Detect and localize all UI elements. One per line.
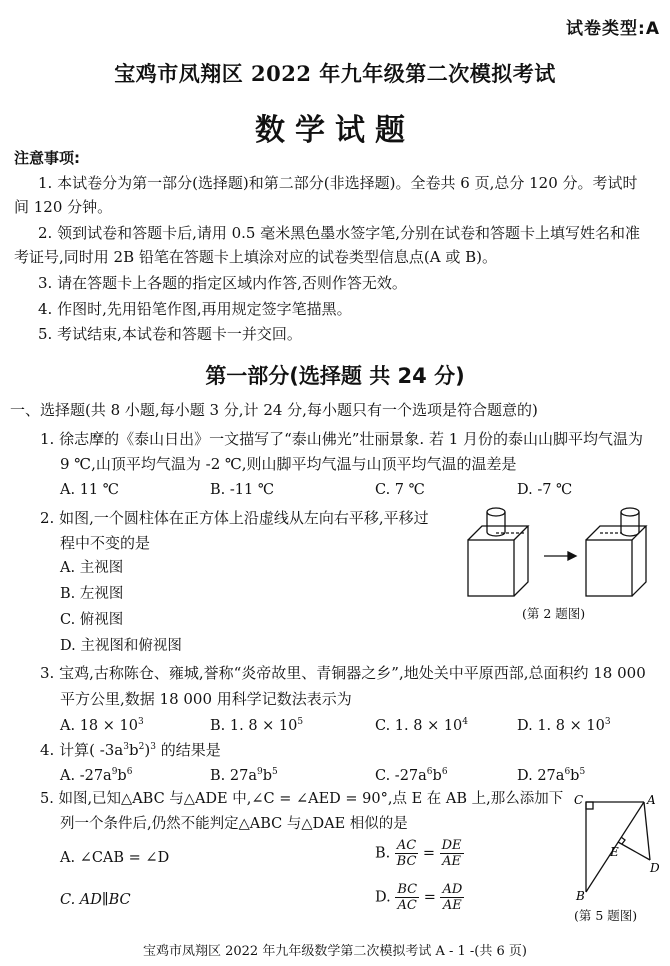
q5-label-d: D [650,861,660,875]
q1-option-c: C. 7 ℃ [375,482,425,498]
q4-stem: 4. 计算( $-3a^3b^2)^3$ 的结果是 [40,741,221,759]
note-line: 5. 考试结束,本试卷和答题卡一并交回。 [38,325,302,343]
q2-option-b: B. 左视图 [60,586,124,602]
q3-stem: 平方公里,数据 18 000 用科学记数法表示为 [60,690,352,708]
note-line: 2. 领到试卷和答题卡后,请用 0.5 毫米黑色墨水签字笔,分别在试卷和答题卡上填写姓名和准 [38,224,641,242]
note-line: 间 120 分钟。 [14,198,113,216]
q1-option-a: A. 11 ℃ [60,482,119,498]
q3-option-b: B. 1. $8 \times 10^5$ [210,717,304,734]
q1-stem: 1. 徐志摩的《泰山日出》一文描写了“泰山佛光”壮丽景象. 若 1 月份的泰山山脚平均气温为 [40,430,644,448]
subject-title: 数学试题 [255,113,415,148]
q5-option-b: B. $\frac{AC}{BC}$ = $\frac{DE}{AE}$ [375,838,462,869]
q5-option-c: C. AD∥BC [60,892,131,908]
section-intro: 一、选择题(共 8 小题,每小题 3 分,计 24 分,每小题只有一个选项是符合题意的) [10,401,538,419]
note-line: 考证号,同时用 2B 铅笔在答题卡上填涂对应的试卷类型信息点(A 或 B)。 [14,248,497,266]
q4-option-c: C. $-27a^6b^6$ [375,767,448,784]
q3-option-d: D. 1. $8 \times 10^3$ [517,717,611,734]
q4-option-a: A. $-27a^9b^6$ [60,767,133,784]
page-footer: 宝鸡市凤翔区 2022 年九年级数学第二次模拟考试 A - 1 -(共 6 页) [142,944,527,959]
q4-option-b: B. $27a^9b^5$ [210,767,278,784]
paper-type-label: 试卷类型:A [566,19,660,39]
part1-title: 第一部分(选择题 共 24 分) [205,364,465,388]
q1-option-b: B. -11 ℃ [210,482,275,498]
q2-stem: 程中不变的是 [60,534,151,552]
q5-label-e: E [610,845,619,859]
q1-stem: 9 ℃,山顶平均气温为 -2 ℃,则山脚平均气温与山顶平均气温的温差是 [60,455,517,473]
q2-caption: (第 2 题图) [522,606,586,621]
q5-option-a: A. ∠CAB = ∠D [60,850,170,866]
q5-figure [572,784,662,904]
q5-label-b: B [576,889,585,903]
q3-stem: 3. 宝鸡,古称陈仓、雍城,誉称“炎帝故里、青铜器之乡”,地处关中平原西部,总面积约 18 000 [40,664,646,682]
q5-label-c: C [574,793,584,807]
q2-option-d: D. 主视图和俯视图 [60,638,182,654]
note-line: 1. 本试卷分为第一部分(选择题)和第二部分(非选择题)。全卷共 6 页,总分 120 分。考试时 [38,174,638,192]
q3-option-c: C. 1. $8 \times 10^4$ [375,717,469,734]
q2-option-a: A. 主视图 [60,560,124,576]
q3-option-a: A. $18 \times 10^3$ [60,717,144,734]
notes-heading: 注意事项: [14,149,80,167]
q4-option-d: D. $27a^6b^5$ [517,767,586,784]
note-line: 4. 作图时,先用铅笔作图,再用规定签字笔描黑。 [38,300,352,318]
q5-stem: 5. 如图,已知△ABC 与△ADE 中,∠C = ∠AED = 90°,点 E 在 AB 上,那么添加下 [40,791,564,807]
q5-stem: 列一个条件后,仍然不能判定△ABC 与△DAE 相似的是 [60,816,408,832]
q2-figure [462,500,662,600]
q5-option-d: D. $\frac{BC}{AC}$ = $\frac{AD}{AE}$ [375,882,463,913]
q2-stem: 2. 如图,一个圆柱体在正方体上沿虚线从左向右平移,平移过 [40,509,429,527]
q2-option-c: C. 俯视图 [60,612,124,628]
q5-caption: (第 5 题图) [574,908,638,923]
exam-title: 宝鸡市凤翔区 2022 年九年级第二次模拟考试 [114,61,556,86]
note-line: 3. 请在答题卡上各题的指定区域内作答,否则作答无效。 [38,274,407,292]
q5-label-a: A [647,793,656,807]
q1-option-d: D. -7 ℃ [517,482,573,498]
